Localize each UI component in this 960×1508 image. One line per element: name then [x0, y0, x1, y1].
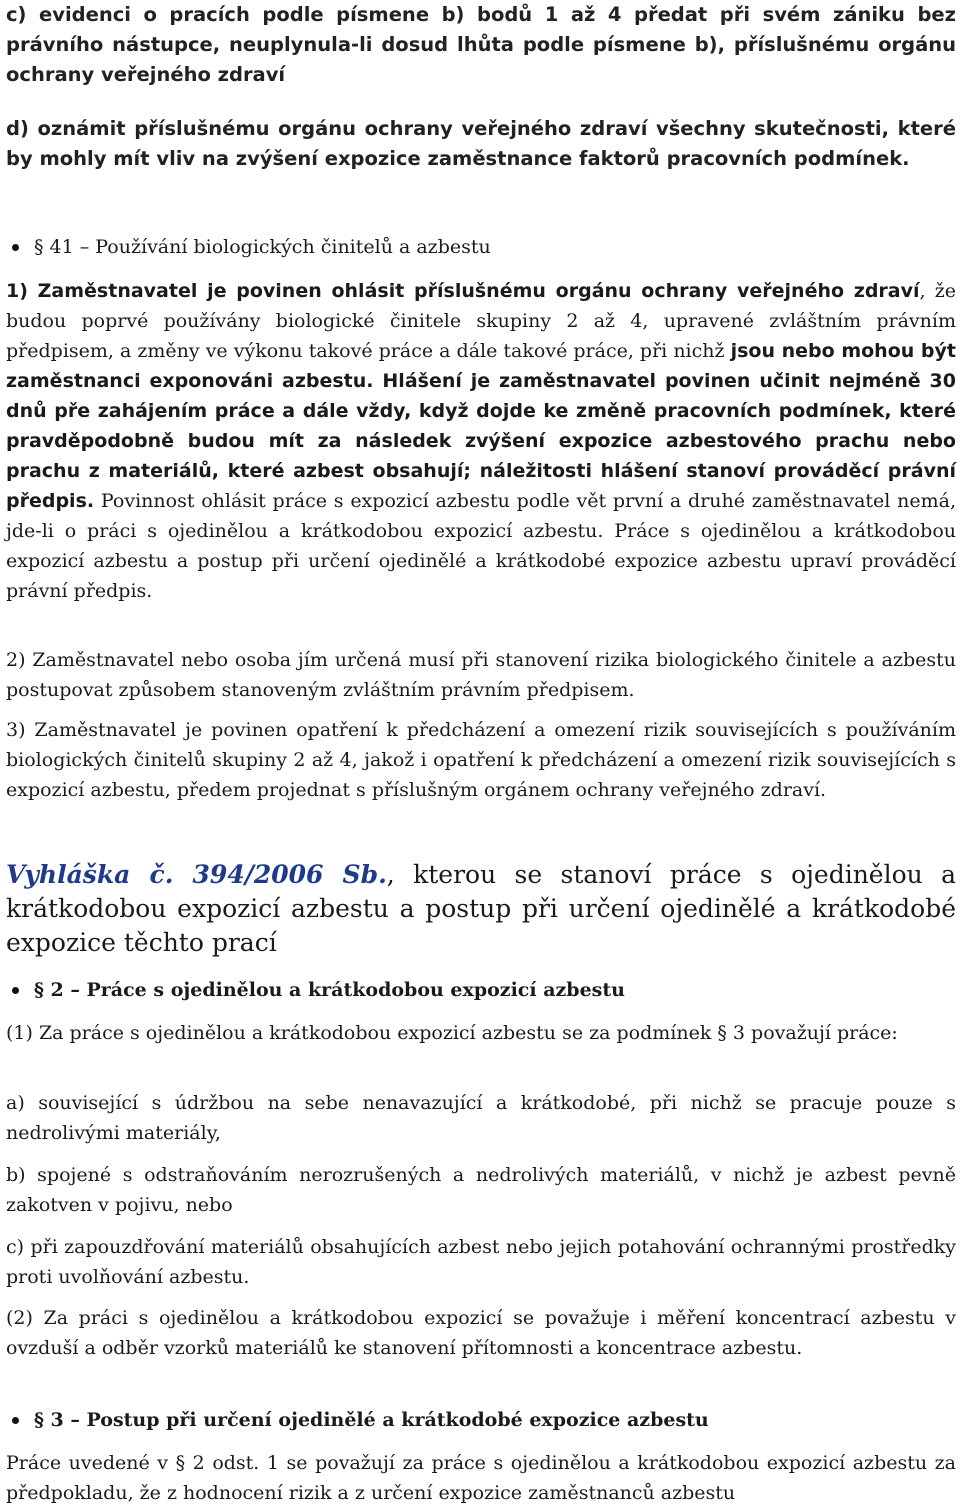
paragraph-2-b: b) spojené s odstraňováním nerozrušených a nedrolivých materiálů, v nichž je azbest pevně zakotven v pojivu, nebo	[6, 1164, 956, 1216]
paragraph-2-a: a) související s údržbou na sebe nenavazující a krátkodobé, při nichž se pracuje pouze s nedrolivými materiály,	[6, 1092, 956, 1144]
paragraph-2-1: (1) Za práce s ojedinělou a krátkodobou expozicí azbestu se za podmínek § 3 považují práce:	[6, 1022, 898, 1044]
bullet-icon	[12, 987, 19, 994]
heading-par-3-text: § 3 – Postup při určení ojedinělé a krátkodobé expozice azbestu	[34, 1409, 709, 1431]
paragraph-41-2: 2) Zaměstnavatel nebo osoba jím určená musí při stanovení rizika biologického činitele a azbestu postupovat způsobem stanoveným zvláštním právním předpisem.	[6, 649, 956, 701]
heading-par-41-text: § 41 – Používání biologických činitelů a azbestu	[34, 236, 491, 258]
decree-paragraph	[6, 858, 956, 960]
p1-text-1: , že budou poprvé používány biologické činitele skupiny 2 až 4, upravené zvláštním právním předpisem, a změny ve výkonu takové práce a dále takové práce, při nichž	[6, 280, 956, 362]
paragraph-3: Práce uvedené v § 2 odst. 1 se považují za práce s ojedinělou a krátkodobou expozicí azbestu za předpokladu, že z hodnocení rizik a z určení expozice zaměstnanců azbestu	[6, 1452, 956, 1504]
paragraph-2-2: (2) Za práci s ojedinělou a krátkodobou expozicí se považuje i měření koncentrací azbestu v ovzduší a odběr vzorků materiálů ke stanovení přítomnosti a koncentrace azbestu.	[6, 1307, 956, 1359]
paragraph-c: c) evidenci o pracích podle písmene b) bodů 1 až 4 předat při svém zániku bez právního nástupce, neuplynula-li dosud lhůta podle písmene b), příslušnému orgánu ochrany veřejného zdraví	[6, 3, 956, 86]
paragraph-41-3: 3) Zaměstnavatel je povinen opatření k předcházení a omezení rizik souvisejících s používáním biologických činitelů skupiny 2 až 4, jakož i opatření k předcházení a omezení rizik souvisejících s expozicí azbestu, předem projednat s příslušným orgánem ochrany veřejného zdraví.	[6, 719, 956, 801]
paragraph-2-c: c) při zapouzdřování materiálů obsahujících azbest nebo jejich potahování ochrannými prostředky proti uvolňování azbestu.	[6, 1236, 956, 1288]
p1-bold-2: jsou nebo mohou být zaměstnanci exponováni azbestu. Hlášení je zaměstnavatel povinen učinit nejméně 30 dnů pře zahájením práce a dále vždy, když dojde ke změně pracovních podmínek, které pravděpodobně budou mít za následek zvýšení expozice azbestového prachu nebo prachu z materiálů, které azbest obsahují; náležitosti hlášení stanoví prováděcí právní předpis.	[6, 340, 956, 512]
heading-par-41	[6, 232, 956, 262]
bullet-icon	[12, 1417, 19, 1424]
decree-title: Vyhláška č. 394/2006 Sb.	[6, 860, 387, 889]
p1-text-2: Povinnost ohlásit práce s expozicí azbestu podle vět první a druhé zaměstnavatel nemá, jde-li o práci s ojedinělou a krátkodobou expozicí azbestu. Práce s ojedinělou a krátkodobou expozicí azbestu a postup při určení ojedinělé a krátkodobé expozice azbestu upraví prováděcí právní předpis.	[6, 490, 956, 602]
decree-text: , kterou se stanoví práce s ojedinělou a krátkodobou expozicí azbestu a postup při určení ojedinělé a krátkodobé expozice těchto prací	[6, 860, 956, 957]
heading-par-3	[6, 1405, 956, 1435]
bullet-icon	[12, 244, 19, 251]
p1-bold-1: 1) Zaměstnavatel je povinen ohlásit příslušnému orgánu ochrany veřejného zdraví	[6, 280, 920, 302]
heading-par-2	[6, 975, 956, 1005]
paragraph-d: d) oznámit příslušnému orgánu ochrany veřejného zdraví všechny skutečnosti, které by mohly mít vliv na zvýšení expozice zaměstnance faktorů pracovních podmínek.	[6, 117, 956, 170]
paragraph-41-1	[6, 276, 956, 606]
heading-par-2-text: § 2 – Práce s ojedinělou a krátkodobou expozicí azbestu	[34, 979, 625, 1001]
